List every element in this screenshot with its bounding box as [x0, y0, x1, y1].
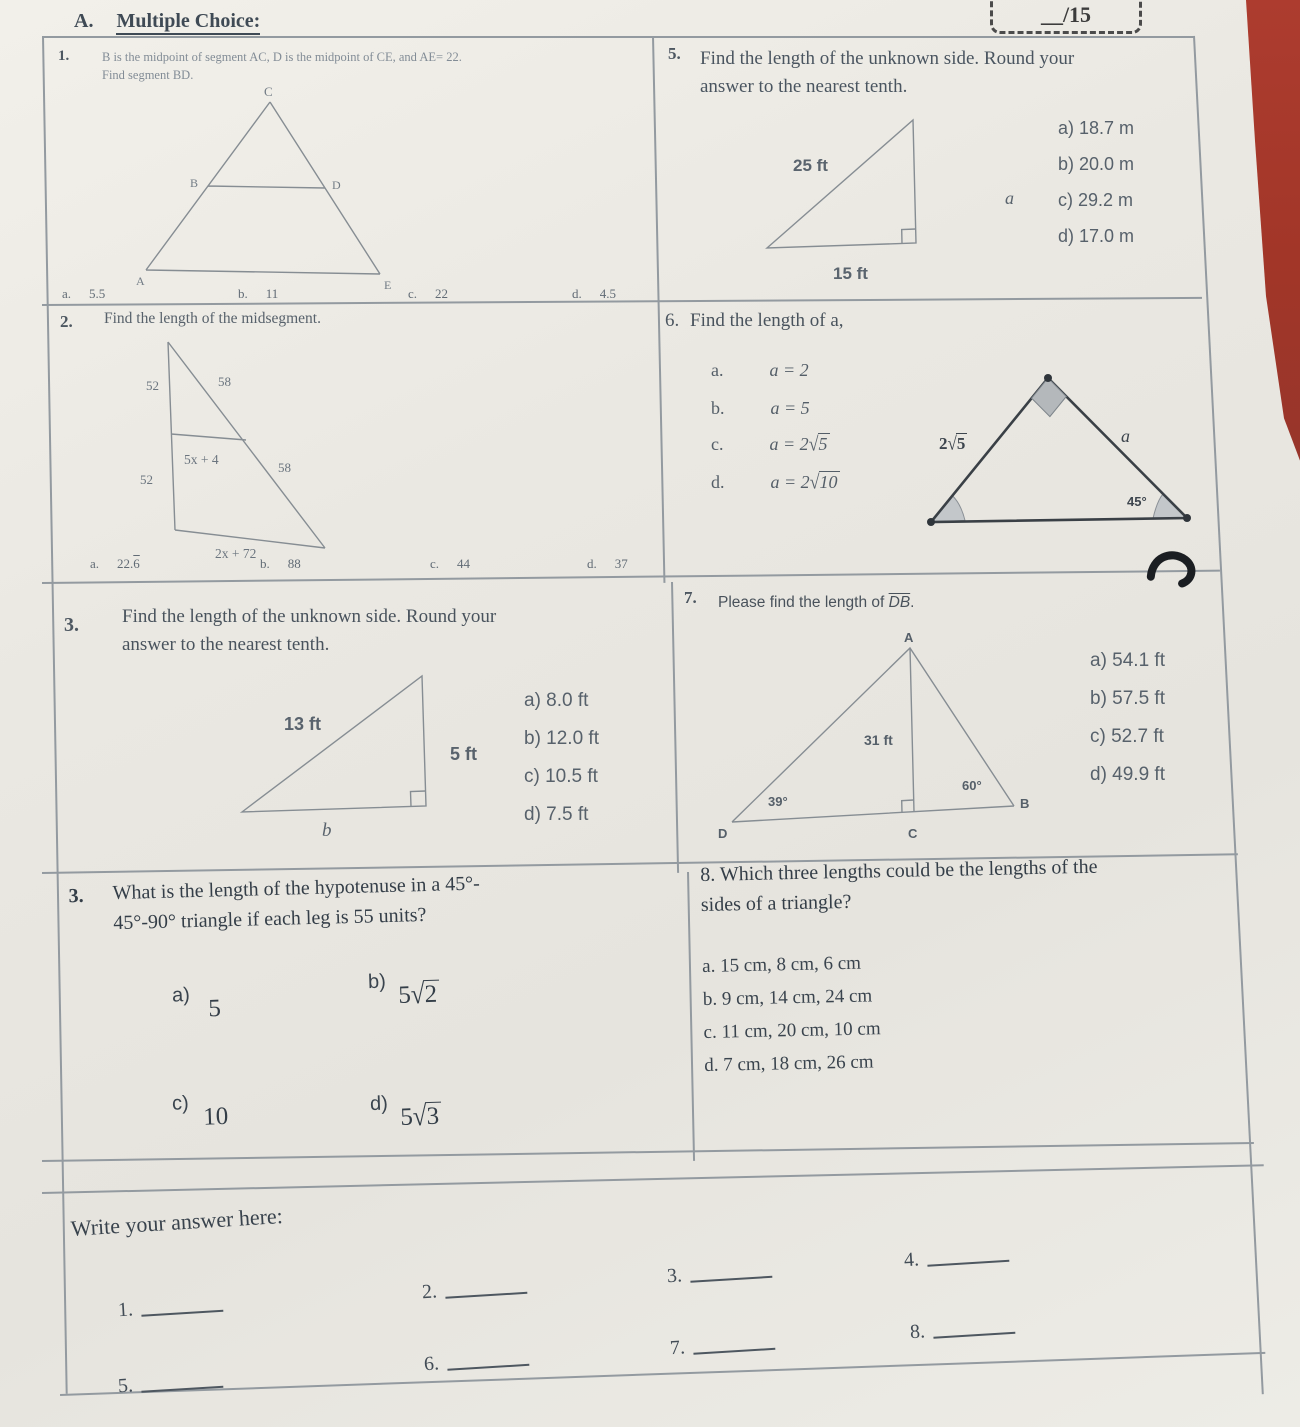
answer-section-title: Write your answer here:	[70, 1203, 284, 1241]
question-text-line2: sides of a triangle?	[700, 890, 852, 916]
choice-c: c) 10.5 ft	[524, 766, 598, 787]
choice-d: d) 5√3	[369, 1092, 440, 1133]
choice-c: c. a = 2√5	[711, 432, 828, 456]
score-value: __/15	[1040, 2, 1092, 27]
choice-b: b) 12.0 ft	[524, 728, 599, 749]
question-number: 8.	[700, 863, 716, 886]
answer-blank-7: 7.	[669, 1331, 775, 1360]
question-8	[688, 855, 1255, 1145]
answer-blank-2: 2.	[421, 1275, 527, 1304]
row-divider-5	[42, 1164, 1264, 1194]
choice-b: b. 9 cm, 14 cm, 24 cm	[702, 985, 873, 1010]
choice-a: a. 5.5	[62, 286, 106, 301]
blank-line	[693, 1348, 775, 1355]
side-label-right: 5 ft	[450, 744, 477, 764]
choice-d: d) 7.5 ft	[524, 804, 589, 825]
choice-c: c. 11 cm, 20 cm, 10 cm	[703, 1018, 881, 1043]
side-label-hypotenuse: 25 ft	[793, 156, 828, 175]
choice-c: c) 52.7 ft	[1090, 726, 1164, 747]
section-header	[74, 10, 260, 33]
vertex-label-d: D	[332, 178, 341, 192]
choice-c: c. 44	[430, 556, 471, 571]
question-5	[653, 36, 1195, 304]
side-label-a: a	[1121, 426, 1130, 446]
right-triangle-diagram	[753, 108, 983, 293]
base-label: 2x + 72	[215, 546, 257, 561]
midsegment-label: 5x + 4	[184, 452, 219, 467]
choice-a: a. 22.6	[90, 556, 140, 571]
side-label-a: a	[1005, 188, 1014, 208]
question-7	[672, 582, 1240, 872]
choice-d: d. 7 cm, 18 cm, 26 cm	[704, 1051, 874, 1076]
choice-d: d) 17.0 m	[1058, 226, 1135, 246]
question-text-line2: answer to the nearest tenth.	[122, 634, 330, 655]
vertex-label-c: C	[264, 84, 273, 99]
question-text-line1: What is the length of the hypotenuse in a 45°-	[112, 872, 481, 905]
blank-line	[445, 1292, 527, 1299]
question-text: Find the length of the midsegment.	[104, 310, 321, 327]
triangle-shape	[753, 108, 983, 293]
choice-a: a) 8.0 ft	[524, 690, 589, 711]
choice-d: d. 37	[587, 556, 628, 571]
triangle-shape	[130, 82, 402, 300]
vertex-label-d: D	[718, 826, 728, 841]
question-header	[665, 310, 844, 332]
question-number: 6.	[665, 310, 680, 331]
sqrt-glyph: √	[947, 432, 957, 455]
question-text-line2: answer to the nearest tenth.	[700, 76, 908, 97]
section-label: A.	[74, 10, 94, 32]
question-text: Find the length of a,	[690, 310, 844, 331]
segment-db: $\overline{DB}$	[888, 594, 911, 611]
choice-d: d. a = 2√10	[711, 470, 838, 494]
choice-b: b) 20.0 m	[1058, 154, 1135, 174]
answer-blank-6: 6.	[423, 1347, 529, 1376]
sqrt-glyph: √	[412, 1101, 428, 1133]
choice-a: a) 54.1 ft	[1090, 650, 1165, 671]
red-backdrop	[1200, 0, 1300, 470]
side-label-left-top: 52	[146, 378, 159, 393]
triangle-midsegment-diagram	[130, 82, 402, 300]
sqrt-glyph: √	[809, 470, 820, 494]
question-text: Please find the length of $\overline{DB}$.	[718, 594, 915, 611]
question-number: 3.	[68, 884, 84, 908]
side-label-left-bottom: 52	[140, 472, 153, 487]
choice-b: b. a = 5	[711, 398, 810, 418]
choice-b: b) 5√2	[367, 970, 438, 1011]
question-text-line1: B is the midpoint of segment AC, D is the midpoint of CE, and AE= 22.	[102, 50, 462, 64]
vertex-label-e: E	[384, 278, 392, 292]
question-text-line1: Find the length of the unknown side. Round your	[700, 48, 1075, 69]
angle-label-39: 39°	[768, 794, 788, 809]
choice-a: a. a = 2	[711, 360, 809, 380]
question-number: 5.	[668, 44, 681, 63]
answer-blank-4: 4.	[903, 1243, 1009, 1272]
vertex-label-a: A	[904, 630, 914, 645]
question-text-line1: Find the length of the unknown side. Round your	[122, 606, 497, 627]
blank-line	[447, 1364, 529, 1371]
altitude-label: 31 ft	[864, 732, 893, 748]
vertex-label-b: B	[190, 176, 199, 190]
vertex-label-a: A	[136, 274, 145, 288]
angle-label-45: 45°	[1127, 494, 1147, 509]
side-label-base: 15 ft	[833, 264, 868, 283]
side-label-hyp-top: 58	[218, 374, 231, 389]
vertex-label-b: B	[1020, 796, 1030, 811]
right-angle-triangle-diagram	[915, 366, 1207, 536]
question-text-line2: 45°-90° triangle if each leg is 55 units?	[113, 903, 427, 935]
base-label-b: b	[322, 820, 332, 841]
triangle-shape	[120, 330, 410, 570]
question-3	[42, 582, 672, 872]
answer-section	[42, 1192, 1265, 1398]
choice-b: b. 11	[238, 286, 279, 301]
answer-blank-3: 3.	[666, 1259, 772, 1288]
angle-label-60: 60°	[962, 778, 982, 793]
score-box	[990, 0, 1142, 34]
blank-line	[927, 1260, 1009, 1267]
side-label-hyp-bottom: 58	[278, 460, 291, 475]
answer-blank-5: 5.	[117, 1369, 223, 1398]
choice-c: c. 22	[408, 286, 449, 301]
choice-b: b. 88	[260, 556, 301, 571]
question-text-line2: Find segment BD.	[102, 68, 194, 82]
blank-line	[141, 1386, 223, 1393]
question-text-line1: 8. Which three lengths could be the lengths of the	[700, 855, 1098, 886]
question-number: 7.	[684, 588, 697, 607]
choice-d: d. 4.5	[572, 286, 616, 301]
choice-a: a) 18.7 m	[1058, 118, 1135, 138]
question-number: 2.	[60, 312, 73, 331]
blank-line	[690, 1276, 772, 1283]
side-label-left: 2√5	[939, 432, 966, 455]
answer-blank-1: 1.	[117, 1293, 223, 1322]
blank-line	[933, 1332, 1015, 1339]
sqrt-glyph: √	[410, 979, 426, 1011]
question-1	[42, 36, 653, 304]
answer-blank-8: 8.	[909, 1315, 1015, 1344]
choice-b: b) 57.5 ft	[1090, 688, 1165, 709]
choice-d: d) 49.9 ft	[1090, 764, 1165, 785]
vertex-label-c: C	[908, 826, 918, 841]
side-label-hypotenuse: 13 ft	[284, 714, 322, 734]
section-title: Multiple Choice:	[116, 10, 260, 35]
choice-a: a. 15 cm, 8 cm, 6 cm	[701, 952, 862, 977]
question-2	[42, 304, 653, 582]
question-number: 3.	[64, 614, 79, 636]
blank-line	[141, 1310, 223, 1317]
choice-a: a) 5	[171, 983, 222, 1023]
question-6	[653, 304, 1195, 582]
choice-c: c) 10	[171, 1092, 229, 1131]
midsegment-trapezoid-diagram	[120, 330, 410, 570]
question-3b	[42, 872, 688, 1160]
choice-c: c) 29.2 m	[1058, 190, 1134, 210]
question-number: 1.	[58, 48, 70, 64]
sqrt-glyph: √	[808, 432, 819, 456]
right-triangle-diagram	[222, 666, 492, 846]
altitude-triangle-diagram	[714, 630, 1054, 845]
